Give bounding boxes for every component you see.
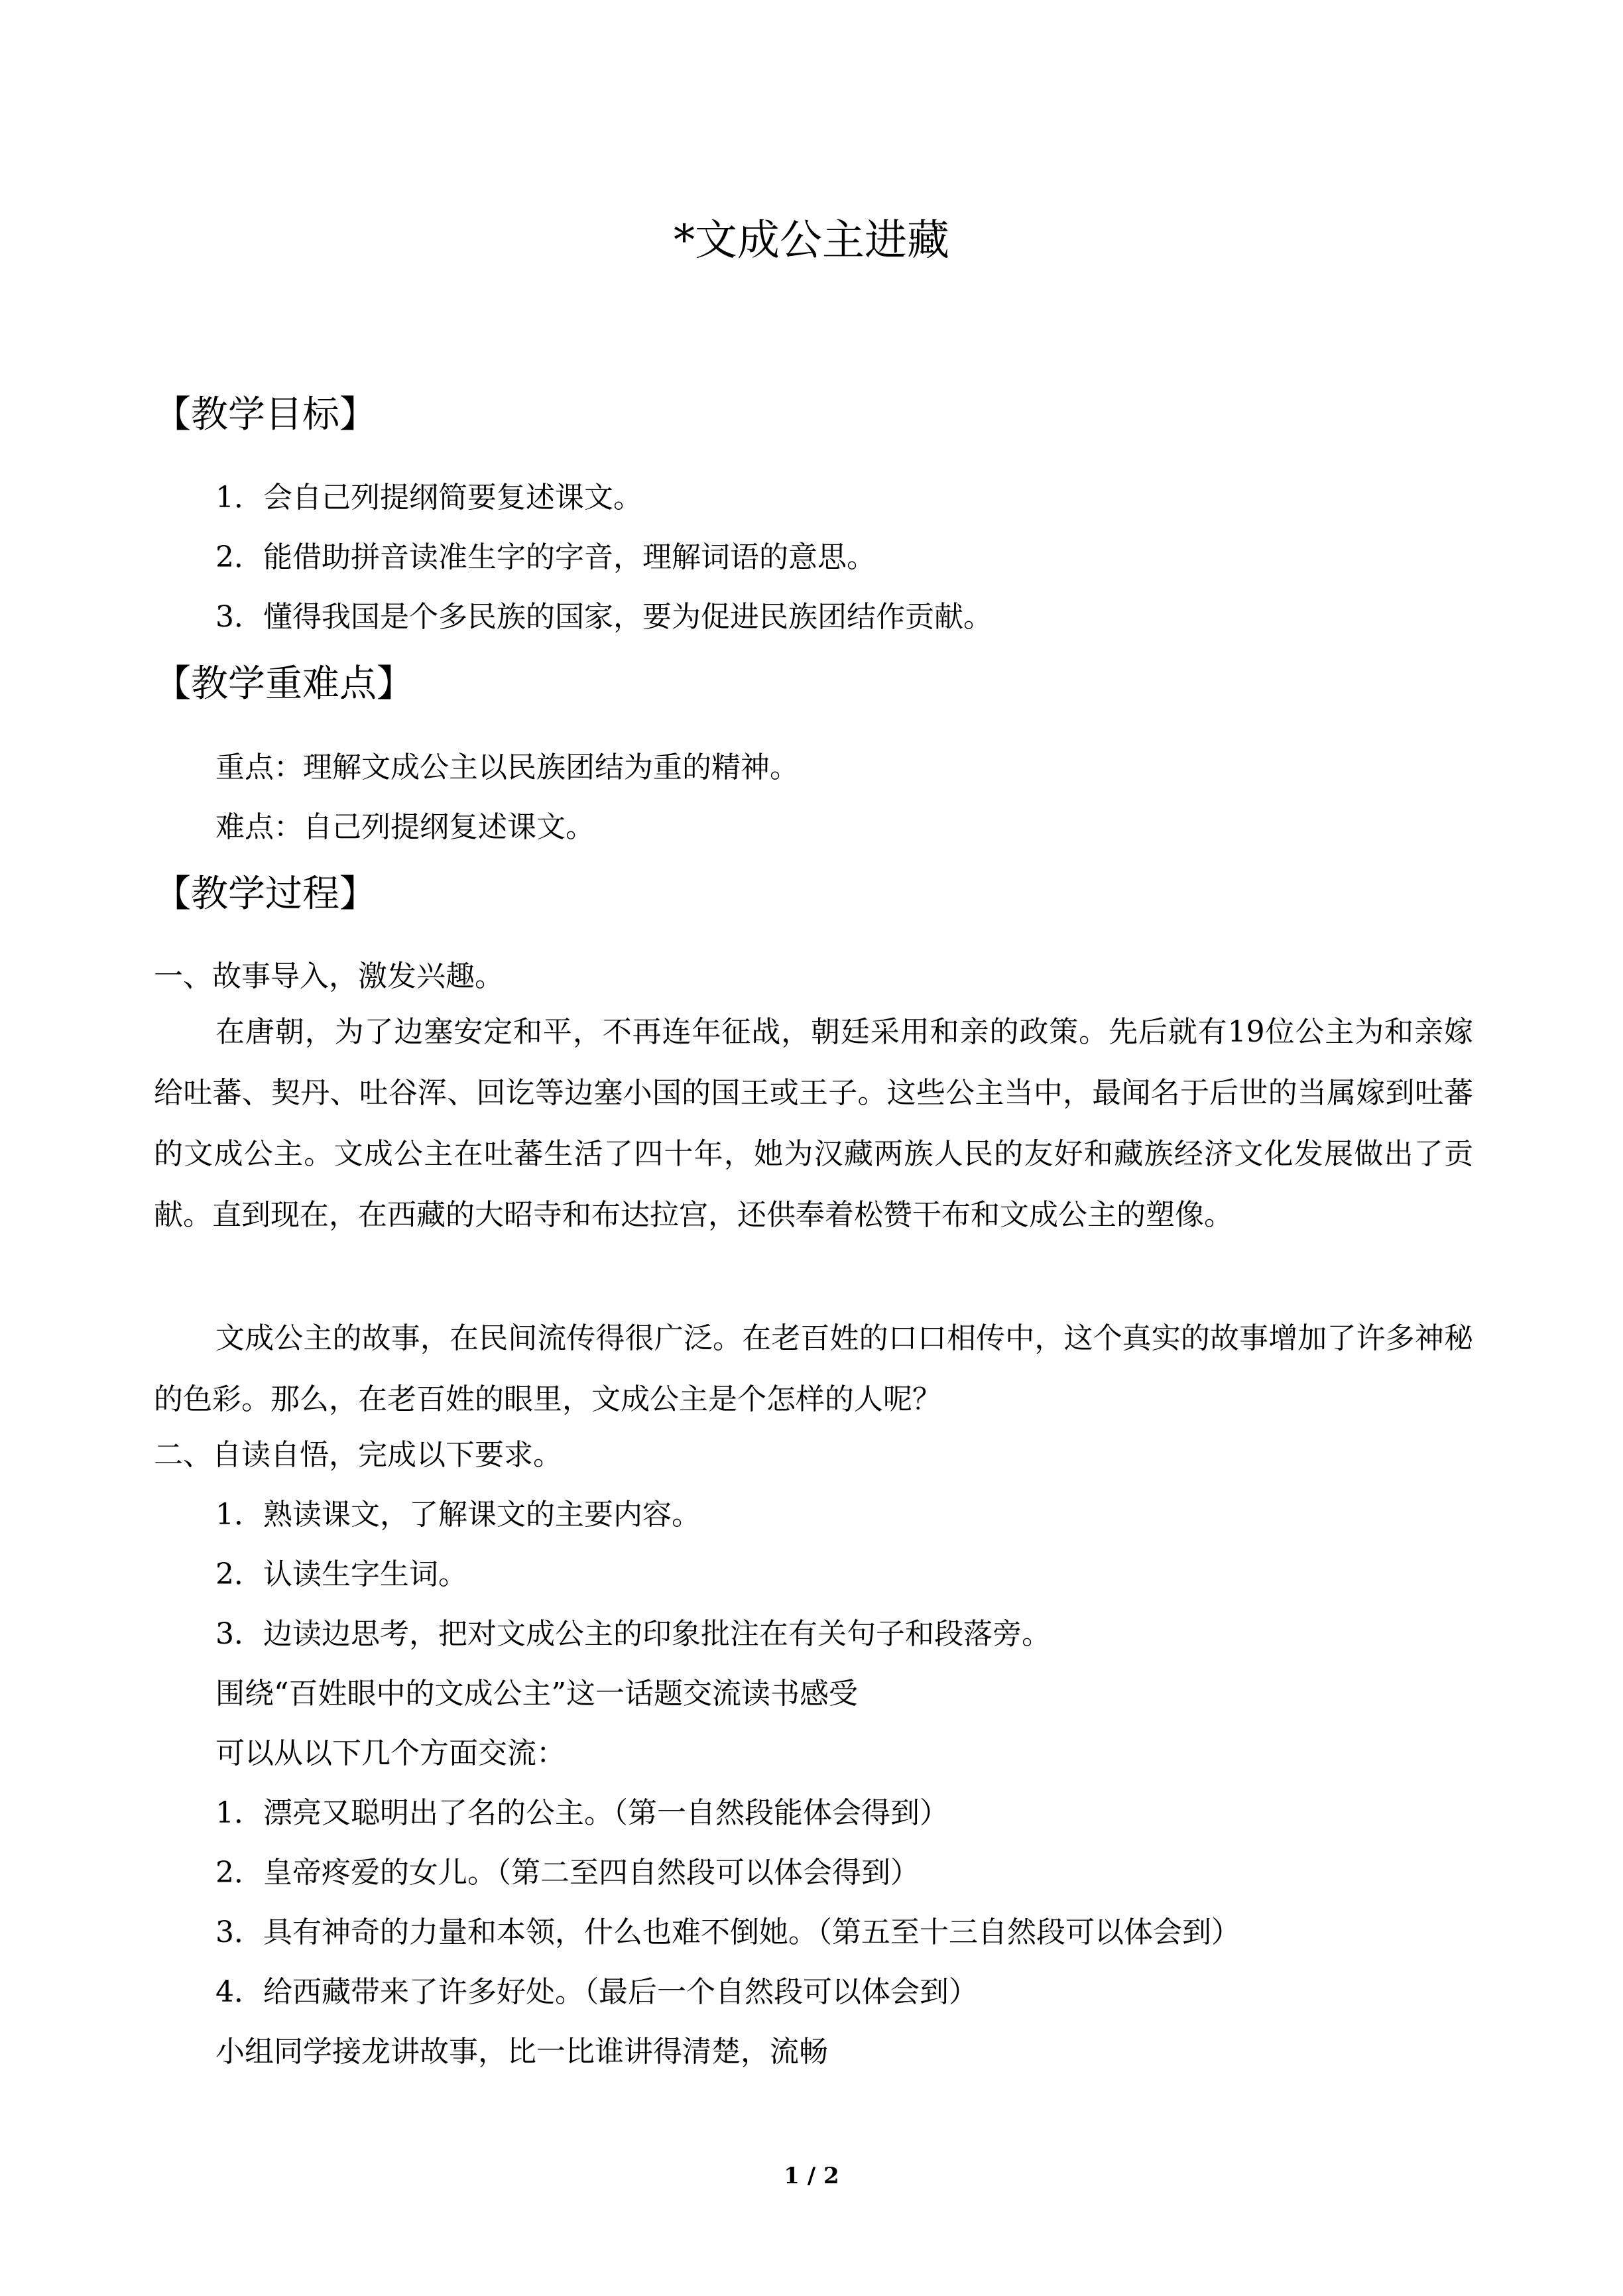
step2-item-3: 3．边读边思考，把对文成公主的印象批注在有关句子和段落旁。: [215, 1617, 1051, 1651]
process-heading: 【教学过程】: [154, 873, 377, 916]
step2-item-2: 2．认读生字生词。: [215, 1557, 467, 1591]
step2-title: 二、自读自悟，完成以下要求。: [154, 1438, 562, 1472]
discussion-sub: 可以从以下几个方面交流：: [215, 1736, 566, 1770]
discussion-item-1: 1．漂亮又聪明出了名的公主。（第一自然段能体会得到）: [215, 1796, 949, 1830]
step2-item-1: 1．熟读课文，了解课文的主要内容。: [215, 1498, 701, 1532]
discussion-item-4: 4．给西藏带来了许多好处。（最后一个自然段可以体会到）: [215, 1975, 978, 2009]
discussion-item-3: 3．具有神奇的力量和本领，什么也难不倒她。（第五至十三自然段可以体会到）: [215, 1915, 1240, 1949]
document-title: *文成公主进藏: [674, 216, 949, 265]
discussion-item-2: 2．皇帝疼爱的女儿。（第二至四自然段可以体会得到）: [215, 1856, 920, 1890]
key-points-heading: 【教学重难点】: [154, 662, 414, 705]
objective-item-1: 1．会自己列提纲简要复述课文。: [215, 481, 642, 514]
page-number: 1 / 2: [784, 2163, 839, 2189]
key-point-item-1: 重点：理解文成公主以民族团结为重的精神。: [215, 751, 799, 784]
story-paragraph-2: 文成公主的故事，在民间流传得很广泛。在老百姓的口口相传中，这个真实的故事增加了许多神秘的色彩。那么，在老百姓的眼里，文成公主是个怎样的人呢？: [154, 1321, 1473, 1416]
objectives-heading: 【教学目标】: [154, 393, 377, 436]
key-point-item-2: 难点：自己列提纲复述课文。: [215, 810, 595, 844]
story-paragraph-1: 在唐朝，为了边塞安定和平，不再连年征战，朝廷采用和亲的政策。先后就有19位公主为和亲嫁给吐蕃、契丹、吐谷浑、回讫等边塞小国的国王或王子。这些公主当中，最闻名于后世的当属嫁到吐蕃的文成公主。文成公主在吐蕃生活了四十年，她为汉藏两族人民的友好和藏族经济文化发展做出了贡献。直到现在，在西藏的大昭寺和布达拉宫，还供奉着松赞干布和文成公主的塑像。: [154, 1015, 1473, 1232]
discussion-intro: 围绕“百姓眼中的文成公主”这一话题交流读书感受: [215, 1677, 858, 1711]
group-activity: 小组同学接龙讲故事，比一比谁讲得清楚，流畅: [215, 2035, 828, 2069]
step1-title: 一、故事导入，激发兴趣。: [154, 959, 504, 993]
objective-item-2: 2．能借助拼音读准生字的字音，理解词语的意思。: [215, 540, 876, 574]
objective-item-3: 3．懂得我国是个多民族的国家，要为促进民族团结作贡献。: [215, 600, 992, 634]
